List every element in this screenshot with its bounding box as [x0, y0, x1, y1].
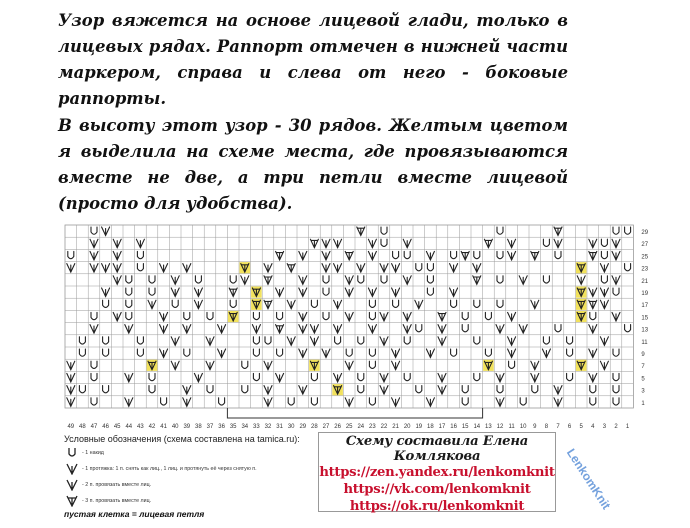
legend-item-label: - 1 протяжка: 1 п. снять как лиц., 1 лиц. и протянуть её через снятую п. [82, 465, 257, 472]
column-label: 7 [556, 424, 560, 429]
column-label: 20 [403, 424, 411, 429]
row-label: 19 [641, 291, 649, 297]
legend-item-k2tog [64, 477, 314, 492]
row-label: 1 [641, 400, 645, 407]
column-label: 14 [473, 424, 481, 429]
column-label: 45 [113, 424, 121, 429]
column-label: 44 [125, 424, 133, 429]
column-label: 35 [229, 424, 237, 429]
right-decrease-icon [64, 479, 80, 491]
column-label: 21 [392, 424, 399, 429]
link-vk[interactable]: https://vk.com/lenkomknit [343, 482, 531, 497]
rapport-marker [227, 408, 482, 418]
column-label: 40 [171, 424, 179, 429]
row-label: 5 [641, 376, 645, 383]
column-label: 48 [79, 424, 86, 429]
row-label: 25 [641, 254, 649, 261]
row-label: 29 [641, 230, 649, 236]
column-label: 30 [287, 424, 295, 429]
row-label: 17 [641, 303, 649, 310]
author-line: Схему составила Елена Комлякова [345, 434, 529, 464]
legend-item-slip-knit [64, 461, 314, 476]
legend-item-label: - 1 накид [82, 449, 104, 456]
legend [64, 434, 314, 519]
triple-decrease-icon [64, 495, 80, 507]
column-label: 2 [614, 424, 618, 429]
link-zen[interactable]: https://zen.yandex.ru/lenkomknit [319, 465, 555, 480]
column-label: 36 [218, 424, 225, 429]
column-label: 31 [276, 424, 283, 429]
column-label: 19 [415, 424, 423, 429]
column-label: 17 [438, 424, 446, 429]
row-label: 7 [641, 364, 645, 371]
column-label: 4 [591, 424, 595, 429]
author-credits-box [318, 432, 556, 512]
column-label: 9 [533, 424, 537, 429]
column-label: 32 [264, 424, 272, 429]
column-label: 43 [137, 424, 144, 429]
column-label: 28 [311, 424, 318, 429]
row-label: 21 [641, 278, 649, 285]
column-label: 13 [485, 424, 492, 429]
column-label: 5 [579, 424, 583, 429]
row-label: 13 [641, 327, 649, 334]
row-label: 23 [641, 266, 649, 273]
row-label: 3 [641, 388, 645, 395]
left-decrease-icon [64, 463, 80, 475]
watermark: LenkomKnit [563, 446, 614, 512]
column-label: 23 [369, 424, 376, 429]
legend-item-yarn-over [64, 445, 314, 460]
column-label: 11 [508, 424, 515, 429]
link-ok[interactable]: https://ok.ru/lenkomknit [349, 499, 525, 514]
legend-title: Условные обозначения (схема составлена на tamica.ru): [64, 434, 300, 444]
column-label: 38 [195, 424, 202, 429]
legend-item-label: - 3 п. провязать вместе лиц. [82, 497, 152, 504]
column-label: 15 [461, 424, 469, 429]
knitting-chart-grid [64, 224, 672, 429]
legend-footer: пустая клетка = лицевая петля [64, 509, 205, 519]
yarn-over-icon [64, 447, 80, 459]
column-label: 10 [519, 424, 527, 429]
column-label: 22 [380, 424, 388, 429]
column-label: 41 [160, 424, 167, 429]
column-label: 1 [625, 424, 630, 429]
column-label: 12 [496, 424, 504, 429]
column-label: 47 [90, 424, 98, 429]
column-label: 37 [206, 424, 214, 429]
row-label: 27 [641, 242, 649, 249]
legend-item-k3tog [64, 493, 314, 508]
column-label: 26 [334, 424, 341, 429]
column-label: 46 [102, 424, 109, 429]
column-label: 27 [322, 424, 330, 429]
column-label: 34 [241, 424, 249, 429]
legend-item-label: - 2 п. провязать вместе лиц. [82, 481, 152, 488]
description-paragraph-1: Узор вяжется на основе лицевой глади, только в лицевых рядах. Раппорт отмечен в нижней части маркером, справа и слева от него - боковые раппорты. [58, 11, 568, 108]
column-label: 33 [253, 424, 260, 429]
column-label: 24 [357, 424, 365, 429]
row-label: 11 [641, 339, 648, 346]
column-label: 49 [67, 424, 75, 429]
column-label: 6 [567, 424, 572, 429]
row-label: 9 [641, 352, 645, 358]
column-label: 29 [299, 424, 307, 429]
column-label: 42 [148, 424, 156, 429]
column-label: 16 [450, 424, 457, 429]
column-label: 3 [602, 424, 607, 429]
column-label: 25 [345, 424, 353, 429]
description-paragraph-2: В высоту этот узор - 30 рядов. Желтым цветом я выделила на схеме места, где провязываются вместе не две, а три петли вместе лицевой (просто для удобства). [58, 116, 568, 213]
row-label: 15 [641, 315, 649, 322]
column-label: 39 [183, 424, 191, 429]
column-label: 8 [544, 424, 549, 429]
column-label: 18 [427, 424, 434, 429]
